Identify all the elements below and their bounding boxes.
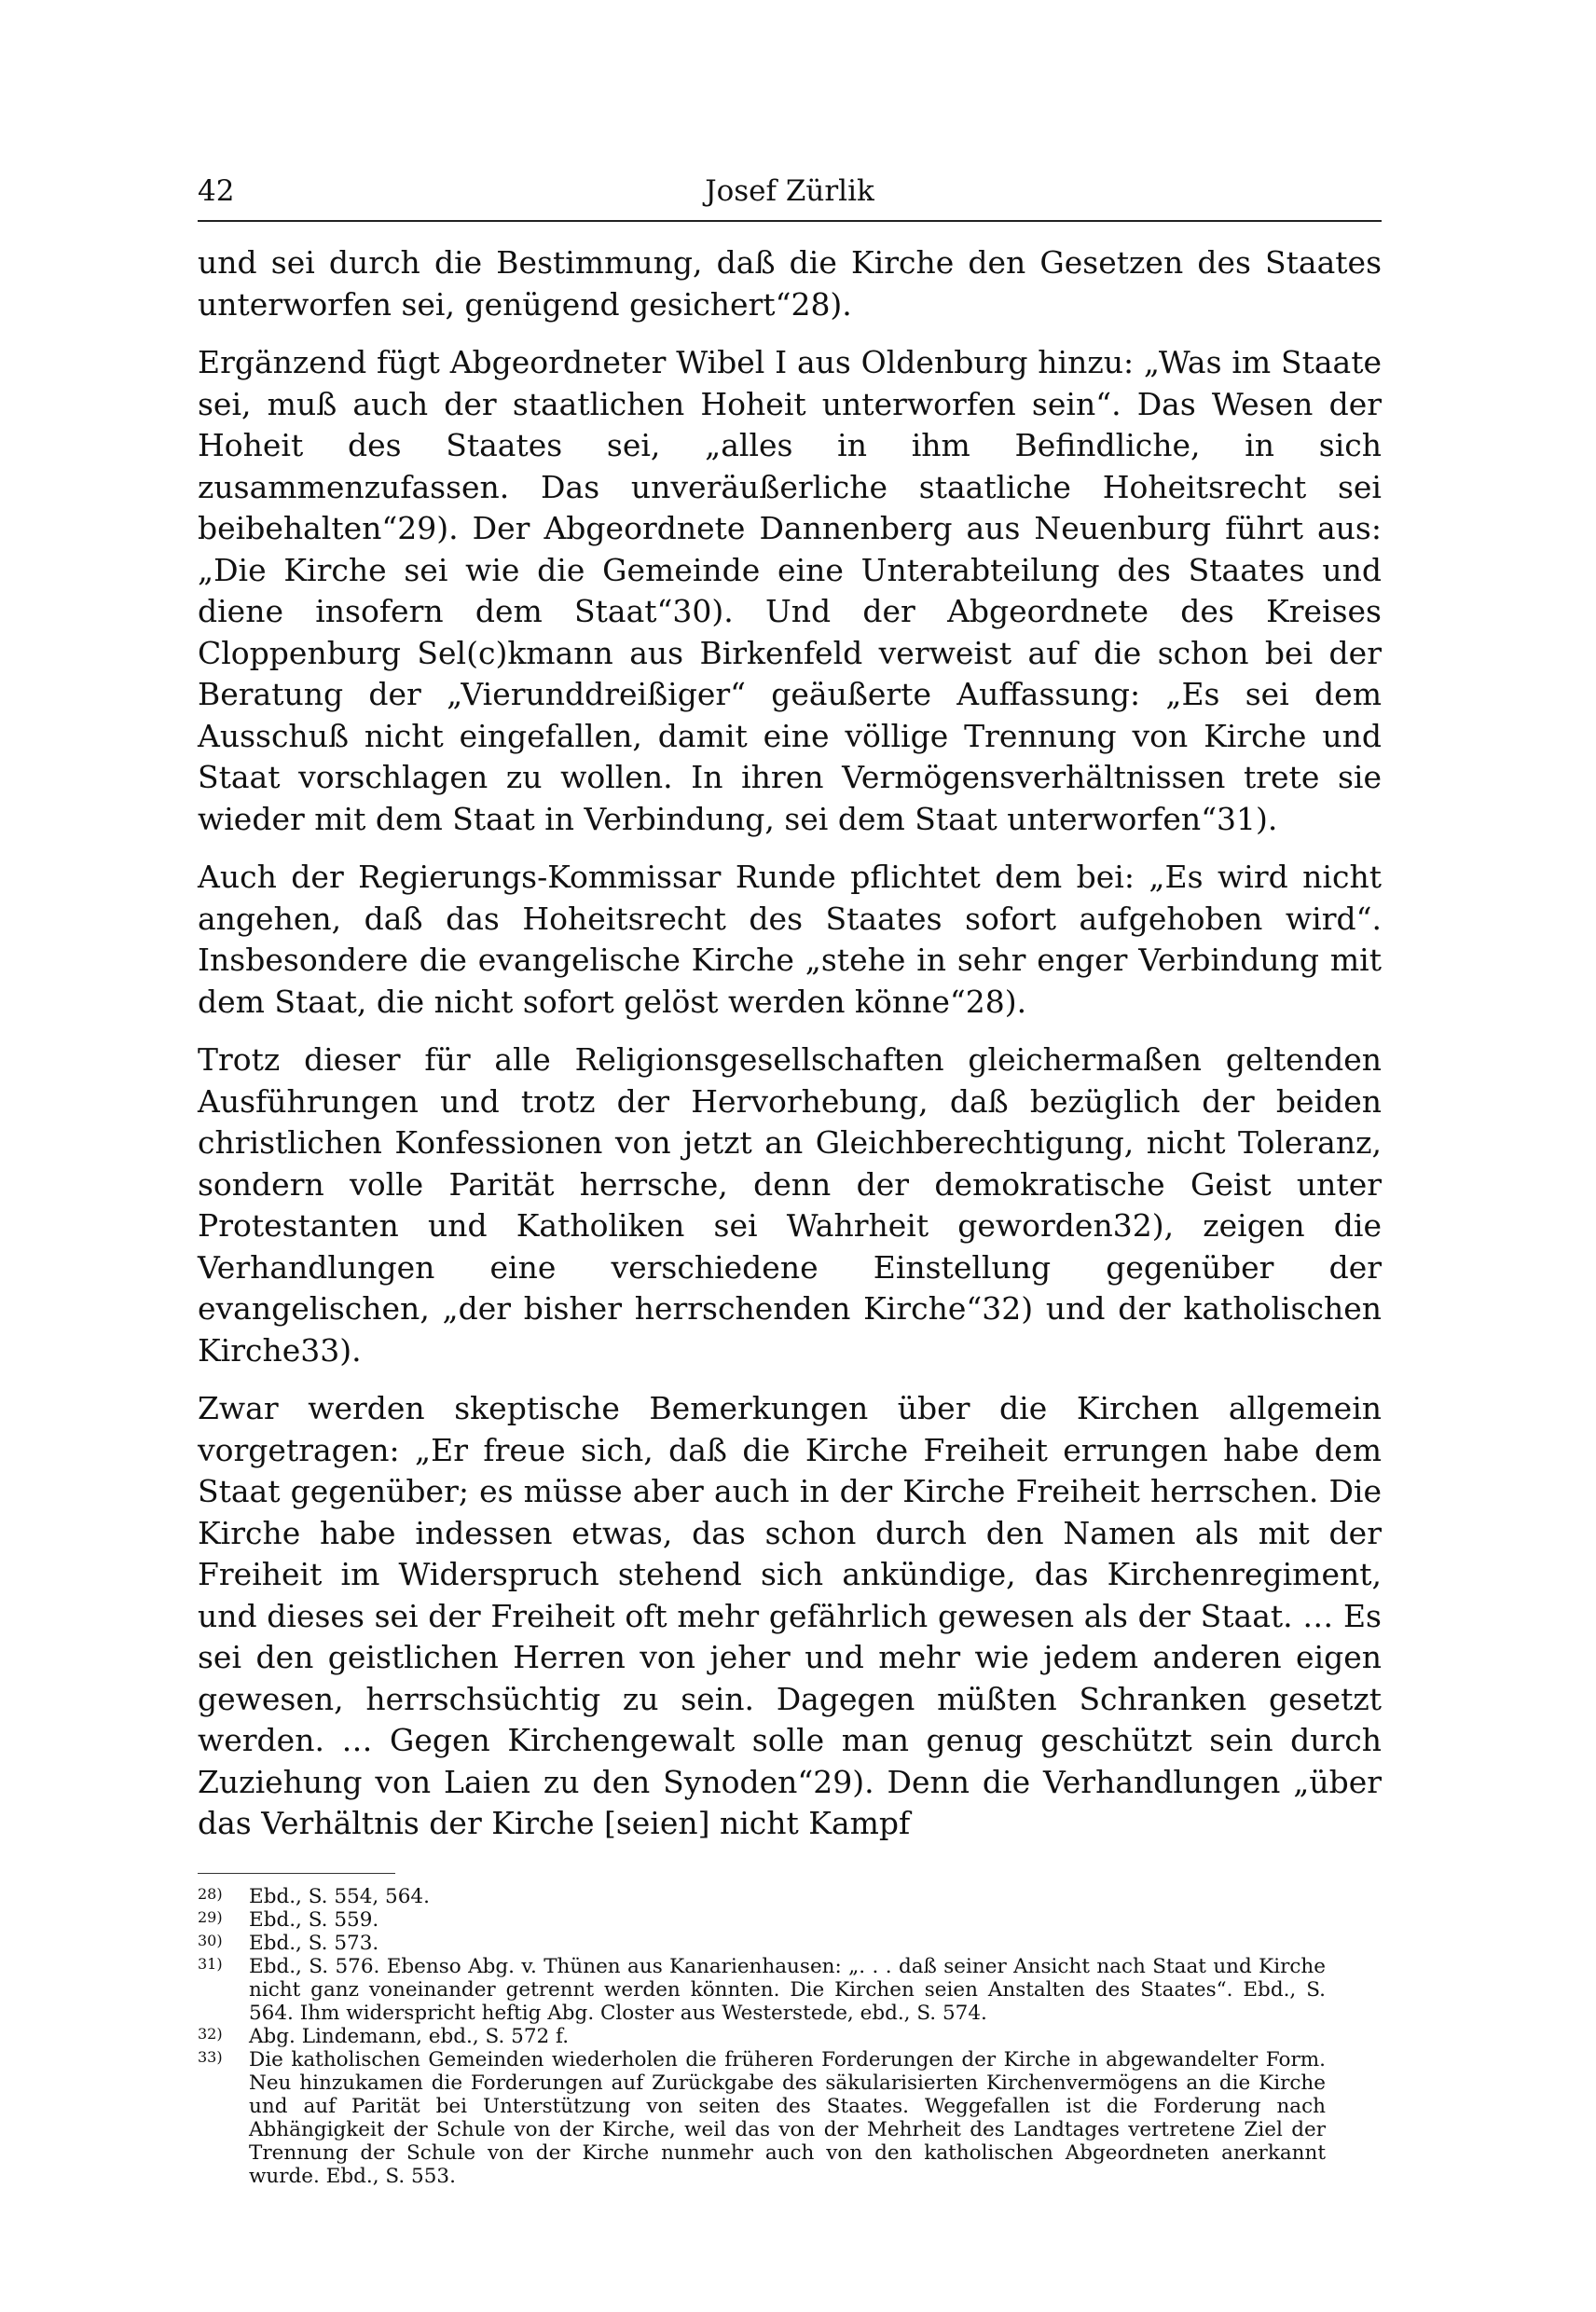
- page-number: 42: [198, 174, 235, 208]
- footnote: [198, 1955, 1382, 2025]
- footnotes: [198, 1885, 1382, 2188]
- footnote-mark: 28): [198, 1884, 223, 1903]
- footnote-mark: 30): [198, 1931, 223, 1949]
- footnote: [198, 1932, 1382, 1955]
- paragraph: Ergänzend fügt Abgeordneter Wibel I aus Oldenburg hinzu: „Was im Staate sei, muß auch der staatlichen Hoheit unterworfen sein“. Das Wesen der Hoheit des Staates sei, „alles in ihm Befindliche, in sich zusammenzufassen. Das unveräußerliche staatliche Hoheitsrecht sei beibehalten“29). Der Abgeordnete Dannenberg aus Neuenburg führt aus: „Die Kirche sei wie die Gemeinde eine Unterabteilung des Staates und diene insofern dem Staat“30). Und der Abgeordnete des Kreises Cloppenburg Sel(c)kmann aus Birkenfeld verweist auf die schon bei der Beratung der „Vierunddreißiger“ geäußerte Auffassung: „Es sei dem Ausschuß nicht eingefallen, damit eine völlige Trennung von Kirche und Staat vorschlagen zu wollen. In ihren Vermögensverhältnissen trete sie wieder mit dem Staat in Verbindung, sei dem Staat unterworfen“31).: [198, 344, 1382, 837]
- footnote-text: Abg. Lindemann, ebd., S. 572 f.: [249, 2024, 570, 2048]
- footnote: [198, 2048, 1382, 2188]
- footnote: [198, 2025, 1382, 2048]
- paragraph: Auch der Regierungs-Kommissar Runde pflichtet dem bei: „Es wird nicht angehen, daß das Hoheitsrecht des Staates sofort aufgehoben wird“. Insbesondere die evangelische Kirche „stehe in sehr enger Verbindung mit dem Staat, die nicht sofort gelöst werden könne“28).: [198, 859, 1382, 1020]
- footnote-mark: 31): [198, 1954, 223, 1973]
- footnote-text: Ebd., S. 576. Ebenso Abg. v. Thünen aus Kanarienhausen: „. . . daß seiner Ansicht nach Staat und Kirche nicht ganz voneinander getrennt werden könnten. Die Kirchen seien Anstalten des Staates“. Ebd., S. 564. Ihm widerspricht heftig Abg. Closter aus Westerstede, ebd., S. 574.: [249, 1954, 1326, 2025]
- header-divider: [198, 220, 1382, 222]
- footnote-mark: 29): [198, 1907, 223, 1926]
- footnote: [198, 1885, 1382, 1908]
- paragraph: Zwar werden skeptische Bemerkungen über die Kirchen allgemein vorgetragen: „Er freue sich, daß die Kirche Freiheit errungen habe dem Staat gegenüber; es müsse aber auch in der Kirche Freiheit herrschen. Die Kirche habe indessen etwas, das schon durch den Namen als mit der Freiheit im Widerspruch stehend sich ankündige, das Kirchenregiment, und dieses sei der Freiheit oft mehr gefährlich gewesen als der Staat. … Es sei den geistlichen Herren von jeher und mehr wie jedem anderen eigen gewesen, herrschsüchtig zu sein. Dagegen müßten Schranken gesetzt werden. … Gegen Kirchengewalt solle man genug geschützt sein durch Zuziehung von Laien zu den Synoden“29). Denn die Verhandlungen „über das Verhältnis der Kirche [seien] nicht Kampf: [198, 1390, 1382, 1841]
- body-text: [198, 242, 1382, 1845]
- footnote-mark: 32): [198, 2024, 223, 2043]
- page-content: [198, 168, 1382, 2188]
- paragraph: Trotz dieser für alle Religionsgesellschaften gleichermaßen geltenden Ausführungen und trotz der Hervorhebung, daß bezüglich der beiden christlichen Konfessionen von jetzt an Gleichberechtigung, nicht Toleranz, sondern volle Parität herrsche, denn der demokratische Geist unter Protestanten und Katholiken sei Wahrheit geworden32), zeigen die Verhandlungen eine verschiedene Einstellung gegenüber der evangelischen, „der bisher herrschenden Kirche“32) und der katholischen Kirche33).: [198, 1041, 1382, 1369]
- footnote-divider: [198, 1873, 395, 1874]
- paragraph: und sei durch die Bestimmung, daß die Kirche den Gesetzen des Staates unterworfen sei, genügend gesichert“28).: [198, 244, 1382, 323]
- footnote-text: Ebd., S. 559.: [249, 1907, 379, 1932]
- running-head: Josef Zürlik: [705, 174, 874, 208]
- page-header: [198, 168, 1382, 214]
- footnote-text: Ebd., S. 573.: [249, 1931, 379, 1955]
- footnote-text: Ebd., S. 554, 564.: [249, 1884, 430, 1908]
- footnote: [198, 1908, 1382, 1932]
- footnote-mark: 33): [198, 2047, 223, 2066]
- footnote-text: Die katholischen Gemeinden wiederholen die früheren Forderungen der Kirche in abgewandelter Form. Neu hinzukamen die Forderungen auf Zurückgabe des säkularisierten Kirchenvermögens an die Kirche und auf Parität bei Unterstützung von seiten des Staates. Weggefallen ist die Forderung nach Abhängigkeit der Schule von der Kirche, weil das von der Mehrheit des Landtages vertretene Ziel der Trennung der Schule von der Kirche nunmehr auch von den katholischen Abgeordneten anerkannt wurde. Ebd., S. 553.: [249, 2047, 1326, 2188]
